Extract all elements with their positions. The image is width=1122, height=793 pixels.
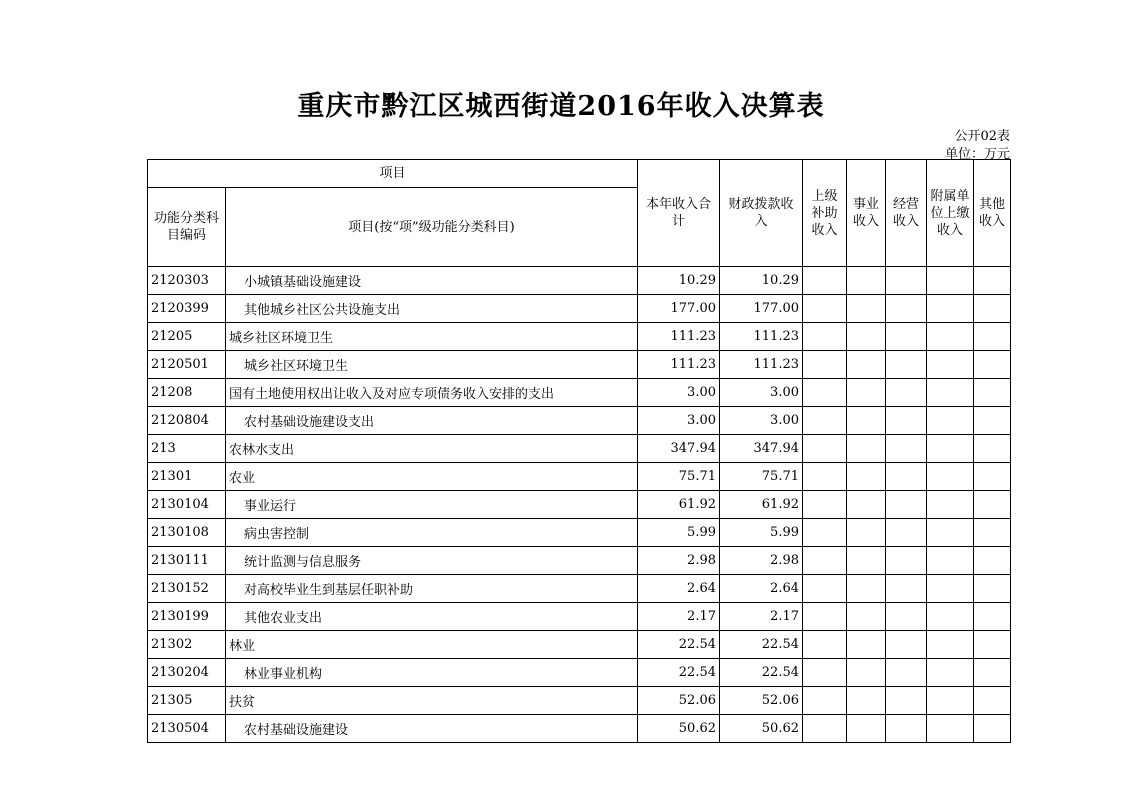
row-operating: [886, 463, 927, 491]
row-name: 农村基础设施建设: [226, 715, 638, 743]
row-total: 2.64: [638, 575, 720, 603]
row-other: [974, 575, 1011, 603]
row-total: 111.23: [638, 323, 720, 351]
row-operating: [886, 715, 927, 743]
row-affiliated: [927, 323, 974, 351]
row-upper: [803, 491, 847, 519]
row-code: 2130108: [148, 519, 226, 547]
row-other: [974, 463, 1011, 491]
row-name: 林业: [226, 631, 638, 659]
row-affiliated: [927, 407, 974, 435]
page-title: 重庆市黔江区城西街道2016年收入决算表: [297, 91, 825, 122]
row-total: 61.92: [638, 491, 720, 519]
table-row: [148, 267, 1011, 295]
row-total: 2.17: [638, 603, 720, 631]
row-affiliated: [927, 379, 974, 407]
row-fiscal: 52.06: [720, 687, 803, 715]
row-code: 21205: [148, 323, 226, 351]
row-upper: [803, 267, 847, 295]
row-upper: [803, 463, 847, 491]
row-operating: [886, 491, 927, 519]
row-total: 3.00: [638, 407, 720, 435]
table-row: [148, 379, 1011, 407]
table-row: [148, 491, 1011, 519]
row-operating: [886, 547, 927, 575]
row-upper: [803, 547, 847, 575]
table-row: [148, 659, 1011, 687]
row-fiscal: 2.17: [720, 603, 803, 631]
income-table: [147, 159, 1011, 743]
row-operating: [886, 631, 927, 659]
row-other: [974, 323, 1011, 351]
row-business: [847, 407, 886, 435]
row-total: 347.94: [638, 435, 720, 463]
row-affiliated: [927, 463, 974, 491]
row-upper: [803, 519, 847, 547]
row-affiliated: [927, 603, 974, 631]
row-other: [974, 547, 1011, 575]
row-upper: [803, 659, 847, 687]
row-operating: [886, 687, 927, 715]
row-operating: [886, 575, 927, 603]
row-operating: [886, 351, 927, 379]
row-other: [974, 351, 1011, 379]
row-business: [847, 491, 886, 519]
row-name: 城乡社区环境卫生: [226, 323, 638, 351]
table-row: [148, 351, 1011, 379]
row-code: 2120501: [148, 351, 226, 379]
row-other: [974, 631, 1011, 659]
header-total: 本年收入合计: [638, 160, 720, 267]
table-row: [148, 603, 1011, 631]
row-upper: [803, 603, 847, 631]
row-name: 其他农业支出: [226, 603, 638, 631]
table-row: [148, 295, 1011, 323]
row-total: 10.29: [638, 267, 720, 295]
row-code: 2120804: [148, 407, 226, 435]
row-name: 对高校毕业生到基层任职补助: [226, 575, 638, 603]
row-other: [974, 407, 1011, 435]
row-affiliated: [927, 351, 974, 379]
row-other: [974, 659, 1011, 687]
row-code: 2130104: [148, 491, 226, 519]
row-name: 农业: [226, 463, 638, 491]
row-business: [847, 267, 886, 295]
header-business: 事业收入: [847, 160, 886, 267]
row-total: 75.71: [638, 463, 720, 491]
row-business: [847, 379, 886, 407]
table-row: [148, 407, 1011, 435]
row-affiliated: [927, 659, 974, 687]
row-affiliated: [927, 519, 974, 547]
row-operating: [886, 519, 927, 547]
row-name: 病虫害控制: [226, 519, 638, 547]
row-affiliated: [927, 687, 974, 715]
row-total: 2.98: [638, 547, 720, 575]
row-total: 177.00: [638, 295, 720, 323]
row-name: 城乡社区环境卫生: [226, 351, 638, 379]
row-fiscal: 61.92: [720, 491, 803, 519]
header-other: 其他收入: [974, 160, 1011, 267]
row-name: 其他城乡社区公共设施支出: [226, 295, 638, 323]
row-fiscal: 347.94: [720, 435, 803, 463]
unit-label: 单位：万元: [944, 147, 1010, 162]
row-affiliated: [927, 435, 974, 463]
row-fiscal: 10.29: [720, 267, 803, 295]
row-fiscal: 22.54: [720, 631, 803, 659]
row-upper: [803, 715, 847, 743]
row-other: [974, 715, 1011, 743]
row-fiscal: 50.62: [720, 715, 803, 743]
row-business: [847, 631, 886, 659]
row-business: [847, 547, 886, 575]
row-affiliated: [927, 575, 974, 603]
row-fiscal: 2.98: [720, 547, 803, 575]
row-operating: [886, 379, 927, 407]
row-total: 22.54: [638, 631, 720, 659]
row-code: 2130152: [148, 575, 226, 603]
table-row: [148, 519, 1011, 547]
row-name: 林业事业机构: [226, 659, 638, 687]
row-total: 50.62: [638, 715, 720, 743]
row-business: [847, 519, 886, 547]
header-operating: 经营收入: [886, 160, 927, 267]
row-operating: [886, 407, 927, 435]
row-code: 2120399: [148, 295, 226, 323]
row-other: [974, 687, 1011, 715]
row-name: 国有土地使用权出让收入及对应专项债务收入安排的支出: [226, 379, 638, 407]
row-code: 213: [148, 435, 226, 463]
row-upper: [803, 323, 847, 351]
row-upper: [803, 351, 847, 379]
row-upper: [803, 575, 847, 603]
row-operating: [886, 323, 927, 351]
row-business: [847, 463, 886, 491]
row-business: [847, 687, 886, 715]
row-fiscal: 3.00: [720, 407, 803, 435]
row-code: 2120303: [148, 267, 226, 295]
row-fiscal: 75.71: [720, 463, 803, 491]
row-other: [974, 295, 1011, 323]
row-name: 农村基础设施建设支出: [226, 407, 638, 435]
header-upper: 上级补助收入: [803, 160, 847, 267]
row-business: [847, 659, 886, 687]
row-code: 2130204: [148, 659, 226, 687]
row-operating: [886, 659, 927, 687]
table-row: [148, 435, 1011, 463]
row-name: 小城镇基础设施建设: [226, 267, 638, 295]
row-business: [847, 715, 886, 743]
row-upper: [803, 631, 847, 659]
table-row: [148, 463, 1011, 491]
header-project: 项目: [148, 160, 638, 188]
row-name: 统计监测与信息服务: [226, 547, 638, 575]
row-affiliated: [927, 267, 974, 295]
header-affiliated: 附属单位上缴收入: [927, 160, 974, 267]
row-business: [847, 435, 886, 463]
row-total: 3.00: [638, 379, 720, 407]
row-upper: [803, 407, 847, 435]
row-code: 21208: [148, 379, 226, 407]
row-upper: [803, 435, 847, 463]
row-fiscal: 22.54: [720, 659, 803, 687]
row-other: [974, 267, 1011, 295]
row-code: 2130199: [148, 603, 226, 631]
row-operating: [886, 603, 927, 631]
row-other: [974, 491, 1011, 519]
row-code: 21301: [148, 463, 226, 491]
table-row: [148, 323, 1011, 351]
row-business: [847, 603, 886, 631]
row-other: [974, 603, 1011, 631]
row-code: 2130111: [148, 547, 226, 575]
row-affiliated: [927, 547, 974, 575]
row-code: 21305: [148, 687, 226, 715]
row-business: [847, 575, 886, 603]
row-upper: [803, 295, 847, 323]
header-code: 功能分类科目编码: [148, 188, 226, 267]
row-code: 21302: [148, 631, 226, 659]
row-total: 5.99: [638, 519, 720, 547]
row-upper: [803, 379, 847, 407]
row-upper: [803, 687, 847, 715]
row-fiscal: 5.99: [720, 519, 803, 547]
table-row: [148, 631, 1011, 659]
row-total: 111.23: [638, 351, 720, 379]
row-operating: [886, 435, 927, 463]
row-affiliated: [927, 631, 974, 659]
table-row: [148, 575, 1011, 603]
row-business: [847, 295, 886, 323]
row-affiliated: [927, 295, 974, 323]
row-total: 22.54: [638, 659, 720, 687]
row-fiscal: 111.23: [720, 323, 803, 351]
row-other: [974, 379, 1011, 407]
row-name: 扶贫: [226, 687, 638, 715]
row-other: [974, 435, 1011, 463]
table-row: [148, 687, 1011, 715]
row-affiliated: [927, 715, 974, 743]
header-name: 项目(按“项”级功能分类科目): [226, 188, 638, 267]
form-code: 公开02表: [954, 129, 1010, 144]
row-other: [974, 519, 1011, 547]
header-fiscal: 财政拨款收入: [720, 160, 803, 267]
row-business: [847, 323, 886, 351]
row-name: 事业运行: [226, 491, 638, 519]
table-row: [148, 715, 1011, 743]
row-operating: [886, 295, 927, 323]
row-fiscal: 2.64: [720, 575, 803, 603]
row-fiscal: 111.23: [720, 351, 803, 379]
row-name: 农林水支出: [226, 435, 638, 463]
table-row: [148, 547, 1011, 575]
row-code: 2130504: [148, 715, 226, 743]
row-operating: [886, 267, 927, 295]
row-business: [847, 351, 886, 379]
row-total: 52.06: [638, 687, 720, 715]
row-affiliated: [927, 491, 974, 519]
row-fiscal: 177.00: [720, 295, 803, 323]
row-fiscal: 3.00: [720, 379, 803, 407]
